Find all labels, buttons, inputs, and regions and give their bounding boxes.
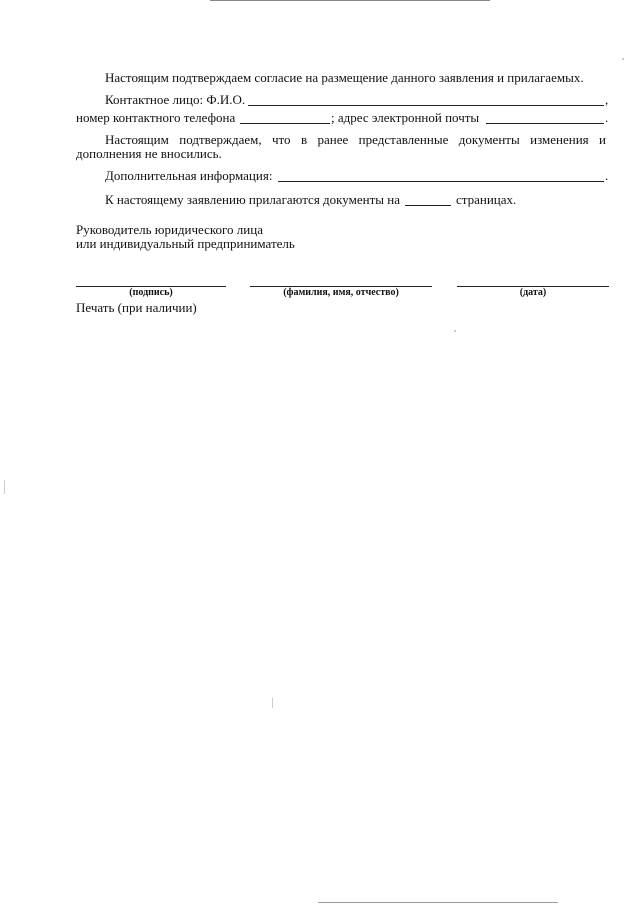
email-field[interactable] xyxy=(486,123,604,124)
confirm-statement-line2: дополнения не вносились. xyxy=(76,146,222,161)
scan-speck xyxy=(622,58,624,60)
full-name-caption: (фамилия, имя, отчество) xyxy=(283,287,399,298)
consent-statement: Настоящим подтверждаем согласие на размещение данного заявления и прилагаемых. xyxy=(105,70,584,85)
contact-person-field[interactable] xyxy=(248,105,604,106)
signature-caption: (подпись) xyxy=(129,287,173,298)
scan-speck xyxy=(454,330,456,332)
stamp-label: Печать (при наличии) xyxy=(76,300,197,315)
contact-person-comma: , xyxy=(605,92,609,107)
additional-info-label: Дополнительная информация: xyxy=(105,168,273,183)
signatory-title-line1: Руководитель юридического лица xyxy=(76,222,263,237)
email-period: . xyxy=(605,110,609,125)
confirm-statement-line1: Настоящим подтверждаем, что в ранее представленные документы изменения и xyxy=(105,132,606,147)
date-caption: (дата) xyxy=(519,287,547,298)
additional-info-period: . xyxy=(605,168,609,183)
additional-info-field[interactable] xyxy=(278,181,604,182)
scan-border-top xyxy=(210,0,490,1)
contact-person-label: Контактное лицо: Ф.И.О. xyxy=(105,92,246,107)
scan-border-bottom xyxy=(318,902,558,903)
email-label: ; адрес электронной почты xyxy=(331,110,480,125)
scan-mark xyxy=(4,480,5,494)
pages-suffix: страницах. xyxy=(456,192,517,207)
phone-label: номер контактного телефона xyxy=(76,110,236,125)
signatory-title-line2: или индивидуальный предприниматель xyxy=(76,236,295,251)
pages-label: К настоящему заявлению прилагаются документы на xyxy=(105,192,400,207)
pages-count-field[interactable] xyxy=(405,205,451,206)
phone-field[interactable] xyxy=(240,123,330,124)
scan-mark xyxy=(272,698,273,708)
